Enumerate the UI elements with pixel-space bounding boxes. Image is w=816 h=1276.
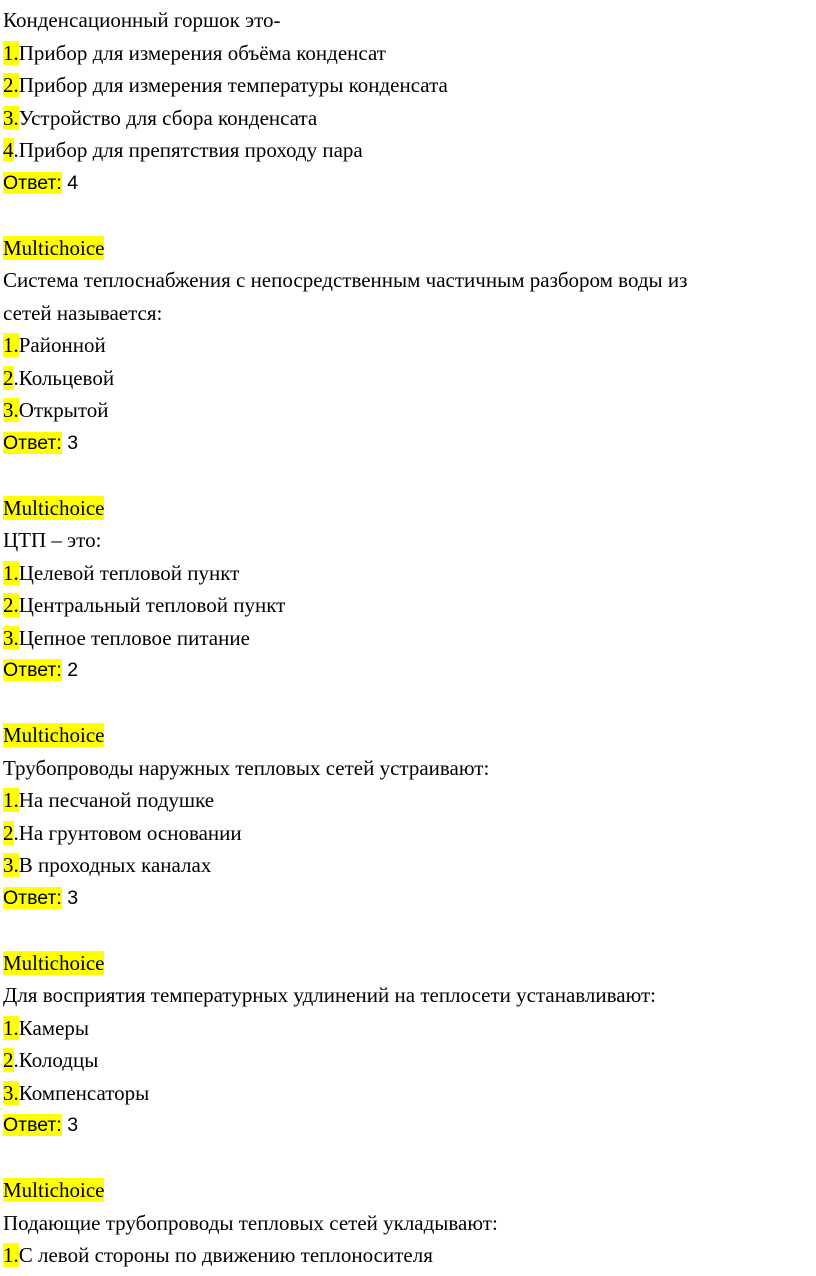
option-text: Устройство для сбора конденсата xyxy=(18,105,318,130)
question-prompt-text: Подающие трубопроводы тепловых сетей укладывают: xyxy=(3,1210,498,1235)
question-3-prompt xyxy=(3,524,809,557)
question-2-prompt-line-2 xyxy=(3,297,809,330)
question-prompt-text: ЦТП – это: xyxy=(3,528,102,552)
option-separator: . xyxy=(13,138,19,162)
question-4-answer xyxy=(3,882,809,915)
question-prompt-text: Система теплоснабжения с непосредственным частичным разбором воды из xyxy=(3,268,688,292)
option-text: В проходных каналах xyxy=(18,853,212,877)
question-4-option-1 xyxy=(3,784,809,817)
spacer xyxy=(3,687,809,720)
question-6-option-1 xyxy=(3,1239,809,1272)
option-text: Целевой тепловой пункт xyxy=(18,560,240,585)
answer-value: 4 xyxy=(61,171,79,194)
option-number: 1. xyxy=(3,1015,19,1040)
option-number: 2 xyxy=(3,820,14,845)
option-number: 1. xyxy=(3,788,19,812)
option-text: Цепное тепловое питание xyxy=(18,625,250,650)
option-separator: . xyxy=(13,365,19,390)
option-number: 2 xyxy=(3,1048,14,1072)
question-4-prompt xyxy=(3,752,809,785)
question-6-type xyxy=(3,1174,809,1207)
option-text: На грунтовом основании xyxy=(18,820,242,845)
option-text: Колодцы xyxy=(18,1048,99,1072)
answer-value: 3 xyxy=(61,1114,79,1136)
option-text: Камеры xyxy=(18,1015,90,1040)
question-4-type xyxy=(3,719,809,752)
answer-label: Ответ: xyxy=(3,659,62,681)
option-text: Центральный тепловой пункт xyxy=(18,593,286,617)
question-2-option-1 xyxy=(3,329,809,362)
answer-label: Ответ: xyxy=(3,171,62,194)
question-5-answer xyxy=(3,1109,809,1142)
answer-label: Ответ: xyxy=(3,886,62,909)
question-1-option-1 xyxy=(3,37,809,70)
spacer xyxy=(3,1142,809,1175)
question-1-option-3 xyxy=(3,102,809,135)
question-1-option-2 xyxy=(3,69,809,102)
option-text: Прибор для измерения температуры конденсата xyxy=(18,73,448,97)
option-number: 2. xyxy=(3,73,19,97)
option-number: 3. xyxy=(3,1080,19,1105)
option-text: С левой стороны по движению теплоносителя xyxy=(18,1243,433,1267)
question-prompt-text: Для восприятия температурных удлинений на теплосети устанавливают: xyxy=(3,983,656,1007)
question-6-prompt xyxy=(3,1207,809,1240)
question-5-prompt xyxy=(3,979,809,1012)
option-number: 3. xyxy=(3,853,19,877)
question-3-option-2 xyxy=(3,589,809,622)
option-number: 1. xyxy=(3,40,19,65)
answer-value: 3 xyxy=(61,431,79,454)
option-text: Кольцевой xyxy=(18,365,115,390)
question-type-label: Multichoice xyxy=(3,495,105,520)
question-5-option-3 xyxy=(3,1077,809,1110)
question-4-option-2 xyxy=(3,817,809,850)
question-prompt-text: сетей называется: xyxy=(3,300,163,325)
option-text: Компенсаторы xyxy=(18,1080,150,1105)
option-text: Районной xyxy=(18,333,106,357)
option-number: 4 xyxy=(3,138,14,162)
spacer xyxy=(3,914,809,947)
question-1-option-4 xyxy=(3,134,809,167)
question-3-option-1 xyxy=(3,557,809,590)
spacer xyxy=(3,459,809,492)
option-number: 1. xyxy=(3,560,19,585)
question-2-type xyxy=(3,232,809,265)
option-number: 2. xyxy=(3,593,19,617)
question-type-label: Multichoice xyxy=(3,1178,105,1202)
question-prompt-text: Конденсационный горшок это- xyxy=(3,8,281,32)
question-type-label: Multichoice xyxy=(3,235,105,260)
question-3-option-3 xyxy=(3,622,809,655)
option-number: 1. xyxy=(3,1243,19,1267)
question-type-label: Multichoice xyxy=(3,723,105,747)
question-prompt-text: Трубопроводы наружных тепловых сетей устраивают: xyxy=(3,755,490,780)
option-number: 1. xyxy=(3,333,19,357)
question-2-option-3 xyxy=(3,394,809,427)
question-type-label: Multichoice xyxy=(3,950,105,975)
spacer xyxy=(3,199,809,232)
option-number: 3. xyxy=(3,625,19,650)
option-number: 3. xyxy=(3,105,19,130)
question-5-type xyxy=(3,947,809,980)
question-5-option-2 xyxy=(3,1044,809,1077)
option-number: 3. xyxy=(3,398,19,422)
option-text: Прибор для измерения объёма конденсат xyxy=(18,40,386,65)
answer-value: 3 xyxy=(61,886,79,909)
option-text: Прибор для препятствия проходу пара xyxy=(18,138,363,162)
question-2-prompt-line-1 xyxy=(3,264,809,297)
question-3-answer xyxy=(3,654,809,687)
option-text: Открытой xyxy=(18,398,109,422)
option-separator: . xyxy=(13,820,19,845)
answer-label: Ответ: xyxy=(3,431,62,454)
answer-label: Ответ: xyxy=(3,1114,62,1136)
question-3-type xyxy=(3,492,809,525)
option-separator: . xyxy=(13,1048,19,1072)
question-5-option-1 xyxy=(3,1012,809,1045)
option-text: На песчаной подушке xyxy=(18,788,215,812)
answer-value: 2 xyxy=(61,659,79,681)
question-1-prompt xyxy=(3,4,809,37)
document-page xyxy=(3,4,809,1272)
question-4-option-3 xyxy=(3,849,809,882)
question-2-answer xyxy=(3,427,809,460)
question-1-answer xyxy=(3,167,809,200)
question-2-option-2 xyxy=(3,362,809,395)
option-number: 2 xyxy=(3,365,14,390)
